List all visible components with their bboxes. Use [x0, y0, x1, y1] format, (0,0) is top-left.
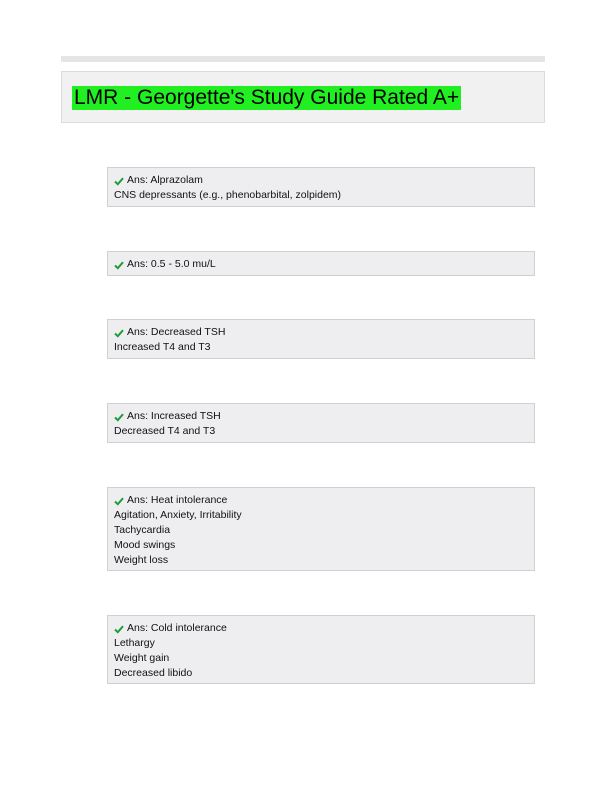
answer-box	[107, 319, 535, 359]
check-icon	[114, 176, 124, 186]
answer-text: Ans: Decreased TSH	[127, 326, 226, 338]
check-icon	[114, 412, 124, 422]
document-title: LMR - Georgette's Study Guide Rated A+	[74, 86, 460, 109]
answer-detail: CNS depressants (e.g., phenobarbital, zolpidem)	[114, 189, 342, 201]
check-icon	[114, 260, 124, 270]
check-icon	[114, 328, 124, 338]
answer-line	[114, 621, 528, 636]
answer-detail: Decreased T4 and T3	[114, 425, 216, 437]
answer-text: Ans: Cold intolerance	[127, 622, 227, 634]
answer-detail: Weight loss	[114, 554, 169, 566]
title-box	[61, 71, 545, 123]
answer-text: Ans: Increased TSH	[127, 410, 221, 422]
answer-detail: Decreased libido	[114, 667, 193, 679]
top-divider	[61, 56, 545, 62]
answer-detail: Mood swings	[114, 539, 176, 551]
answer-detail: Tachycardia	[114, 524, 171, 536]
answer-box	[107, 487, 535, 571]
answer-text: Ans: 0.5 - 5.0 mu/L	[127, 258, 216, 270]
answer-detail: Increased T4 and T3	[114, 341, 211, 353]
answer-text: Ans: Heat intolerance	[127, 494, 228, 506]
answer-text: Ans: Alprazolam	[127, 174, 203, 186]
answer-line	[114, 257, 528, 272]
answer-box	[107, 615, 535, 684]
answer-line	[114, 409, 528, 424]
answer-detail: Lethargy	[114, 637, 155, 649]
answer-box	[107, 403, 535, 443]
check-icon	[114, 624, 124, 634]
answer-line	[114, 325, 528, 340]
footer-left-blurred	[57, 767, 123, 778]
answer-box	[107, 251, 535, 276]
answer-line	[114, 173, 528, 188]
answer-line	[114, 493, 528, 508]
footer-right-blurred	[489, 767, 551, 778]
answer-detail: Weight gain	[114, 652, 170, 664]
check-icon	[114, 496, 124, 506]
answer-detail: Agitation, Anxiety, Irritability	[114, 509, 242, 521]
answer-box	[107, 167, 535, 207]
